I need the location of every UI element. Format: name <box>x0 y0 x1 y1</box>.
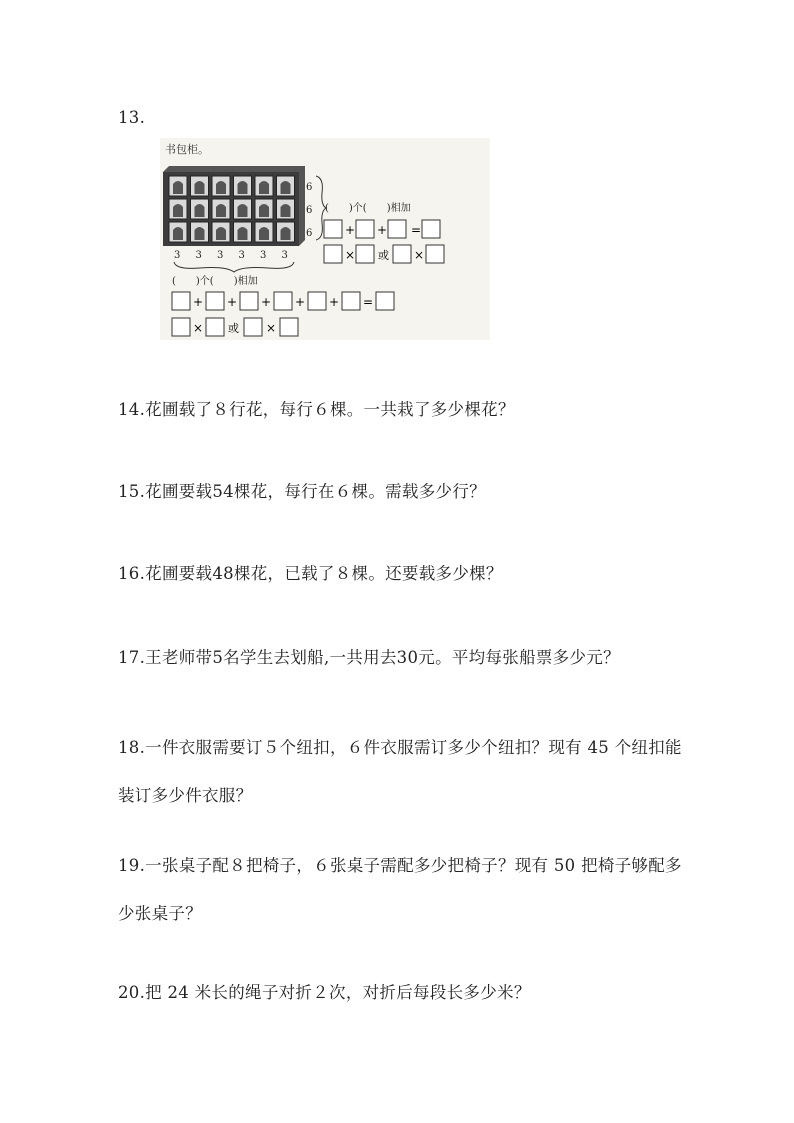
cabinet-cell <box>212 176 230 196</box>
cabinet-cell <box>234 222 252 242</box>
answer-box <box>206 318 224 336</box>
schoolbag-icon <box>173 181 183 194</box>
equals-sign: = <box>411 223 422 237</box>
column-count: 3 <box>217 250 224 261</box>
figure-title: 书包柜。 <box>165 143 209 156</box>
question-13-number: 13. <box>118 108 146 127</box>
times-sign: × <box>193 321 204 335</box>
plus-sign: + <box>261 295 272 309</box>
cabinet-cell <box>255 176 273 196</box>
or-word: 或 <box>378 249 389 262</box>
plus-sign: + <box>329 295 340 309</box>
answer-box <box>280 318 298 336</box>
schoolbag-icon <box>216 181 226 194</box>
cabinet-cell <box>277 199 295 219</box>
schoolbag-icon <box>238 227 248 240</box>
column-count: 3 <box>195 250 202 261</box>
answer-box <box>388 220 406 238</box>
cabinet-cell <box>191 199 209 219</box>
cabinet-cell <box>212 222 230 242</box>
bag-cabinet-figure <box>160 138 490 340</box>
question-20: 20.把 24 米长的绳子对折２次，对折后每段长多少米？ <box>118 983 531 1002</box>
row-count-1: 6 <box>306 182 313 193</box>
times-sign: × <box>266 321 277 335</box>
right-prompt: ( )个( )相加 <box>325 203 411 214</box>
answer-box <box>324 245 342 263</box>
answer-box <box>206 292 224 310</box>
row-count-2: 6 <box>306 205 313 216</box>
schoolbag-icon <box>259 227 269 240</box>
answer-box <box>356 245 374 263</box>
cabinet-cell <box>277 222 295 242</box>
row-count-3: 6 <box>306 228 313 239</box>
bag-cabinet <box>163 166 305 246</box>
answer-box <box>172 318 190 336</box>
column-count: 3 <box>260 250 267 261</box>
schoolbag-icon <box>238 204 248 217</box>
cabinet-cell <box>212 199 230 219</box>
answer-box <box>324 220 342 238</box>
schoolbag-icon <box>281 204 291 217</box>
equals-sign: = <box>363 295 374 309</box>
schoolbag-icon <box>195 227 205 240</box>
schoolbag-icon <box>259 181 269 194</box>
schoolbag-icon <box>216 227 226 240</box>
schoolbag-icon <box>173 227 183 240</box>
question-17: 17.王老师带5名学生去划船,一共用去30元。平均每张船票多少元？ <box>118 648 620 667</box>
question-15: 15.花圃要载54棵花，每行在６棵。需载多少行？ <box>118 482 486 501</box>
schoolbag-icon <box>281 227 291 240</box>
right-addition-row <box>324 220 440 238</box>
schoolbag-icon <box>216 204 226 217</box>
answer-box <box>376 292 394 310</box>
question-18: 18.一件衣服需要订５个纽扣，６件衣服需订多少个纽扣？现有 45 个纽扣能装订多少件衣服？ <box>118 738 682 805</box>
cabinet-cell <box>277 176 295 196</box>
column-count: 3 <box>174 250 181 261</box>
answer-box <box>244 318 262 336</box>
cabinet-cell <box>169 199 187 219</box>
column-count: 3 <box>238 250 245 261</box>
schoolbag-icon <box>259 204 269 217</box>
answer-box <box>422 220 440 238</box>
times-sign: × <box>345 248 356 262</box>
cabinet-cell <box>169 176 187 196</box>
cabinet-cell <box>255 222 273 242</box>
cabinet-cell <box>234 176 252 196</box>
schoolbag-icon <box>238 181 248 194</box>
answer-box <box>274 292 292 310</box>
column-count: 3 <box>281 250 288 261</box>
schoolbag-icon <box>281 181 291 194</box>
cabinet-cell <box>255 199 273 219</box>
answer-box <box>426 245 444 263</box>
answer-box <box>356 220 374 238</box>
times-sign: × <box>414 248 425 262</box>
schoolbag-icon <box>173 204 183 217</box>
cabinet-cell <box>169 222 187 242</box>
or-word: 或 <box>228 322 239 335</box>
cabinet-cell <box>191 222 209 242</box>
plus-sign: + <box>295 295 306 309</box>
cabinet-cell <box>234 199 252 219</box>
question-16: 16.花圃要载48棵花，已载了８棵。还要载多少棵？ <box>118 564 503 583</box>
cabinet-cell <box>191 176 209 196</box>
plus-sign: + <box>345 223 356 237</box>
plus-sign: + <box>377 223 388 237</box>
schoolbag-icon <box>195 181 205 194</box>
answer-box <box>172 292 190 310</box>
answer-box <box>308 292 326 310</box>
answer-box <box>342 292 360 310</box>
plus-sign: + <box>227 295 238 309</box>
question-19: 19.一张桌子配８把椅子，６张桌子需配多少把椅子？现有 50 把椅子够配多少张桌子？ <box>118 856 682 923</box>
answer-box <box>393 245 411 263</box>
schoolbag-icon <box>195 204 205 217</box>
bottom-prompt: ( )个( )相加 <box>172 276 258 287</box>
question-14: 14.花圃载了８行花，每行６棵。一共栽了多少棵花？ <box>118 400 515 419</box>
answer-box <box>240 292 258 310</box>
plus-sign: + <box>193 295 204 309</box>
